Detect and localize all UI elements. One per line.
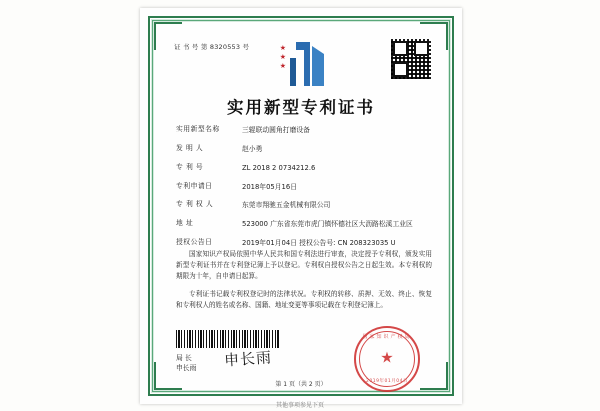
handwritten-signature: 申长雨 xyxy=(223,348,273,370)
field-label: 授权公告日 xyxy=(176,238,213,247)
body-paragraph: 国家知识产权局依照中华人民共和国专利法进行审查，决定授予专利权，颁发实用新型专利证书并在专利登记簿上予以登记。专利权自授权公告之日起生效。本专利权的期限为十年，自申请日起算。 xyxy=(176,250,432,281)
certificate-serial-number: 证 书 号 第 8320553 号 xyxy=(174,43,250,51)
patent-office-emblem-icon xyxy=(266,38,336,90)
field-value: 东莞市翔驰五金机械有限公司 xyxy=(242,201,331,210)
body-paragraph: 专利证书记载专利权登记时的法律状况。专利权的转移、质押、无效、终止、恢复和专利权人的姓名或名称、国籍、地址变更等事项记载在专利登记簿上。 xyxy=(176,289,432,309)
seal-top-text: 国家知识产权局 xyxy=(362,334,412,340)
field-value: 2019年01月04日 授权公告号: CN 208323035 U xyxy=(242,239,396,248)
field-label: 专 利 号 xyxy=(176,162,204,171)
field-value: 赵小勇 xyxy=(242,144,263,153)
field-value: 2018年05月16日 xyxy=(242,182,297,191)
field-label: 专 利 权 人 xyxy=(176,200,214,209)
seal-bottom-text: 2019年01月04日 xyxy=(366,379,408,384)
signature-block xyxy=(176,353,196,373)
qr-code-icon xyxy=(390,38,432,80)
field-row xyxy=(176,145,432,155)
field-label: 地 址 xyxy=(176,219,194,228)
field-label: 发 明 人 xyxy=(176,143,204,152)
field-row xyxy=(176,183,432,193)
field-row xyxy=(176,239,432,249)
field-row xyxy=(176,164,432,174)
certificate-fields xyxy=(176,126,432,258)
field-value: 三辊联动圆角打磨设备 xyxy=(242,126,310,134)
qr-finder-bottom-left xyxy=(393,62,408,77)
page-title: 实用新型专利证书 xyxy=(227,98,375,117)
field-value: 523000 广东省东莞市虎门镇怀德社区大沥路松溪工业区 xyxy=(242,220,413,229)
barcode-icon xyxy=(176,330,280,348)
certificate-sheet xyxy=(140,8,462,404)
field-label: 专利申请日 xyxy=(176,181,213,190)
field-label: 实用新型名称 xyxy=(176,125,220,133)
field-row xyxy=(176,126,432,136)
signature-title-label: 局 长 xyxy=(176,354,192,362)
page-number: 第 1 页（共 2 页） xyxy=(275,381,327,388)
signature-name-label: 申长雨 xyxy=(176,364,197,373)
emblem-stars-icon: ★ ★ ★ xyxy=(279,44,286,70)
field-row xyxy=(176,201,432,211)
field-value: ZL 2018 2 0734212.6 xyxy=(242,163,316,172)
seal-star-icon: ★ xyxy=(380,348,394,367)
certificate-body-text xyxy=(176,249,432,317)
footer-note: 其他事项参见下页 xyxy=(275,402,324,409)
field-row xyxy=(176,220,432,230)
